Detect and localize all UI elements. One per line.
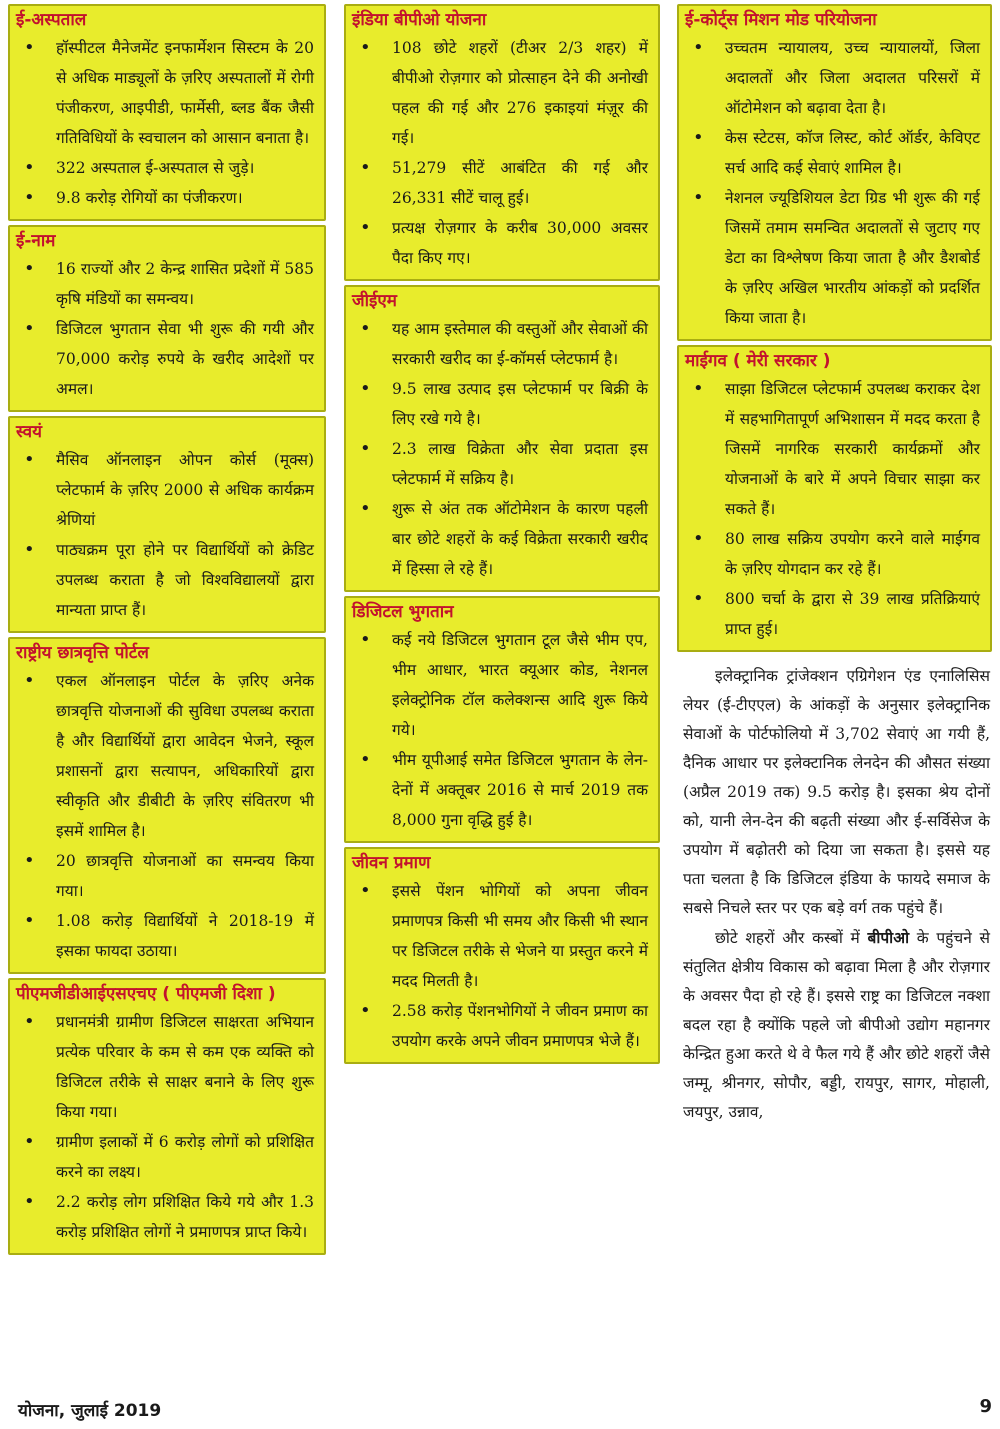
- column-middle: [344, 4, 660, 1068]
- box-mygov: [677, 345, 992, 652]
- bullet-item: • यह आम इस्तेमाल की वस्तुओं और सेवाओं की सरकारी खरीद का ई-कॉमर्स प्लेटफार्म है।: [354, 314, 648, 374]
- bullet-list: [687, 33, 980, 333]
- bullet-item: • डिजिटल भुगतान सेवा भी शुरू की गयी और 70,000 करोड़ रुपये के खरीद आदेशों पर अमल।: [18, 314, 314, 404]
- bullet-item: • 16 राज्यों और 2 केन्द्र शासित प्रदेशों में 585 कृषि मंडियों का समन्वय।: [18, 254, 314, 314]
- bullet-item: • 1.08 करोड़ विद्यार्थियों ने 2018-19 में इसका फायदा उठाया।: [18, 906, 314, 966]
- box-title: ई-कोर्ट्स मिशन मोड परियोजना: [685, 10, 877, 30]
- bullet-item: • शुरू से अंत तक ऑटोमेशन के कारण पहली बार छोटे शहरों के कई विक्रेता सरकारी खरीद में हिस्सा ले रहे हैं।: [354, 494, 648, 584]
- column-right: [677, 4, 992, 1127]
- bullet-item: • नेशनल ज्यूडिशियल डेटा ग्रिड भी शुरू की गई जिसमें तमाम समन्वित अदालतों से जुटाए गए डेटा का विश्लेषण किया जाता है और डैशबोर्ड के ज़रिए अखिल भारतीय आंकड़ों को प्रदर्शित किया जाता है।: [687, 183, 980, 333]
- bullet-item: • प्रधानमंत्री ग्रामीण डिजिटल साक्षरता अभियान प्रत्येक परिवार के कम से कम एक व्यक्ति को डिजिटल तरीके से साक्षर बनाने के लिए शुरू किया गया।: [18, 1007, 314, 1127]
- box-e-nam: [8, 225, 326, 412]
- bullet-item: • हॉस्पीटल मैनेजमेंट इनफार्मेशन सिस्टम के 20 से अधिक माड्यूलों के ज़रिए अस्पतालों में रोगी पंजीकरण, आइपीडी, फार्मेसी, ब्लड बैंक जैसी गतिविधियों के स्वचालन को आसान बनाता है।: [18, 33, 314, 153]
- box-jeevan-pramaan: [344, 847, 660, 1064]
- bullet-item: • केस स्टेटस, कॉज लिस्ट, कोर्ट ऑर्डर, केविएट सर्च आदि कई सेवाएं शामिल है।: [687, 123, 980, 183]
- bullet-item: • मैसिव ऑनलाइन ओपन कोर्स (मूक्स) प्लेटफार्म के ज़रिए 2000 से अधिक कार्यक्रम श्रेणियां: [18, 445, 314, 535]
- bullet-list: [354, 876, 648, 1056]
- box-title: जीवन प्रमाण: [352, 853, 431, 873]
- bullet-list: [354, 625, 648, 835]
- bullet-item: • प्रत्यक्ष रोज़गार के करीब 30,000 अवसर पैदा किए गए।: [354, 213, 648, 273]
- bullet-item: • 2.3 लाख विक्रेता और सेवा प्रदाता इस प्लेटफार्म में सक्रिय है।: [354, 434, 648, 494]
- box-e-hospital: [8, 4, 326, 221]
- bullet-item: • 9.8 करोड़ रोगियों का पंजीकरण।: [18, 183, 314, 213]
- box-scholarship-portal: [8, 637, 326, 974]
- bullet-item: • ग्रामीण इलाकों में 6 करोड़ लोगों को प्रशिक्षित करने का लक्ष्य।: [18, 1127, 314, 1187]
- bullet-list: [687, 374, 980, 644]
- bullet-item: • 322 अस्पताल ई-अस्पताल से जुड़े।: [18, 153, 314, 183]
- box-e-courts: [677, 4, 992, 341]
- bullet-item: • 108 छोटे शहरों (टीअर 2/3 शहर) में बीपीओ रोज़गार को प्रोत्साहन देने की अनोखी पहल की गई और 276 इकाइयां मंज़ूर की गई।: [354, 33, 648, 153]
- box-title: जीईएम: [352, 291, 397, 311]
- article-paragraph-1: इलेक्ट्रानिक ट्रांजेक्शन एग्रिगेशन एंड एनालिसिस लेयर (ई-टीएएल) के आंकड़ों के अनुसार इलेक्ट्रानिक सेवाओं के पोर्टफोलियो में 3,702 सेवाएं आ गयी हैं, दैनिक आधार पर इलेक्टानिक लेनदेन की औसत संख्या (अप्रैल 2019 तक) 9.5 करोड़ है। इसका श्रेय दोनों को, यानी लेन-देन की बढ़ती संख्या और ई-सर्विसेज के उपयोग में बढ़ोतरी को दिया जा सकता है। इससे यह पता चलता है कि डिजिटल इंडिया के फायदे समाज के सबसे निचले स्तर पर एक बड़े वर्ग तक पहुंचे हैं।: [683, 667, 990, 917]
- article-paragraph-2: [683, 923, 990, 1127]
- bullet-item: • भीम यूपीआई समेत डिजिटल भुगतान के लेन-देनों में अक्तूबर 2016 से मार्च 2019 तक 8,000 गुना वृद्धि हुई है।: [354, 745, 648, 835]
- bullet-item: • 2.58 करोड़ पेंशनभोगियों ने जीवन प्रमाण का उपयोग करके अपने जीवन प्रमाणपत्र भेजे हैं।: [354, 996, 648, 1056]
- box-title: राष्ट्रीय छात्रवृत्ति पोर्टल: [16, 643, 149, 663]
- box-pmg-disha: [8, 978, 326, 1255]
- bullet-item: • 20 छात्रवृत्ति योजनाओं का समन्वय किया गया।: [18, 846, 314, 906]
- box-gem: [344, 285, 660, 592]
- bullet-list: [18, 254, 314, 404]
- magazine-footer: योजना, जुलाई 2019: [18, 1401, 162, 1421]
- bullet-item: • इससे पेंशन भोगियों को अपना जीवन प्रमाणपत्र किसी भी समय और किसी भी स्थान पर डिजिटल तरीके से भेजने या प्रस्तुत करने में मदद मिलती है।: [354, 876, 648, 996]
- box-title: ई-नाम: [16, 231, 56, 251]
- box-title: डिजिटल भुगतान: [352, 602, 454, 622]
- bullet-item: • कई नये डिजिटल भुगतान टूल जैसे भीम एप, भीम आधार, भारत क्यूआर कोड, नेशनल इलेक्ट्रोनिक टॉल कलेक्शन्स आदि शुरू किये गये।: [354, 625, 648, 745]
- text-span: के पहुंचने से संतुलित क्षेत्रीय विकास को बढ़ावा मिला है और रोज़गार के अवसर पैदा हो रहे हैं। इससे राष्ट्र का डिजिटल नक्शा बदल रहा है क्योंकि पहले जो बीपीओ उद्योग महानगर केन्द्रित हुआ करते थे वे फैल गये हैं और छोटे शहरों जैसे जम्मू, श्रीनगर, सोपौर, बड्डी, रायपुर, सागर, मोहाली, जयपुर, उन्नाव,: [683, 929, 990, 1121]
- box-title: स्वयं: [16, 422, 42, 442]
- column-left: [8, 4, 326, 1259]
- box-title: पीएमजीडीआईएसएचए ( पीएमजी दिशा ): [16, 984, 276, 1004]
- box-digital-payment: [344, 596, 660, 843]
- box-swayam: [8, 416, 326, 633]
- page-number: 9: [979, 1396, 992, 1417]
- bullet-item: • पाठ्यक्रम पूरा होने पर विद्यार्थियों को क्रेडिट उपलब्ध कराता है जो विश्वविद्यालयों द्वारा मान्यता प्राप्त हैं।: [18, 535, 314, 625]
- text-span: छोटे शहरों और कस्बों में: [715, 929, 868, 947]
- bullet-item: • 9.5 लाख उत्पाद इस प्लेटफार्म पर बिक्री के लिए रखे गये है।: [354, 374, 648, 434]
- bold-term-bpo: बीपीओ: [867, 928, 910, 947]
- bullet-list: [18, 445, 314, 625]
- bullet-list: [18, 33, 314, 213]
- box-title: इंडिया बीपीओ योजना: [352, 10, 487, 30]
- bullet-item: • 2.2 करोड़ लोग प्रशिक्षित किये गये और 1.3 करोड़ प्रशिक्षित लोगों ने प्रमाणपत्र प्राप्त किये।: [18, 1187, 314, 1247]
- bullet-item: • 80 लाख सक्रिय उपयोग करने वाले माईगव के ज़रिए योगदान कर रहे हैं।: [687, 524, 980, 584]
- box-india-bpo: [344, 4, 660, 281]
- bullet-item: • उच्चतम न्यायालय, उच्च न्यायालयों, जिला अदालतों और जिला अदालत परिसरों में ऑटोमेशन को बढ़ावा देता है।: [687, 33, 980, 123]
- box-title: माईगव ( मेरी सरकार ): [685, 351, 831, 371]
- box-title: ई-अस्पताल: [16, 10, 87, 30]
- bullet-item: • एकल ऑनलाइन पोर्टल के ज़रिए अनेक छात्रवृत्ति योजनाओं की सुविधा उपलब्ध कराता है और विद्यार्थियों द्वारा आवेदन भेजने, स्कूल प्रशासनों द्वारा सत्यापन, अधिकारियों द्वारा स्वीकृति और डीबीटी के ज़रिए संवितरण भी इसमें शामिल है।: [18, 666, 314, 846]
- bullet-item: • 800 चर्चा के द्वारा से 39 लाख प्रतिक्रियाएं प्राप्त हुई।: [687, 584, 980, 644]
- bullet-list: [18, 666, 314, 966]
- bullet-item: • 51,279 सीटें आबंटित की गई और 26,331 सीटें चालू हुई।: [354, 153, 648, 213]
- bullet-list: [354, 33, 648, 273]
- article-body: [677, 656, 992, 1127]
- bullet-item: • साझा डिजिटल प्लेटफार्म उपलब्ध कराकर देश में सहभागितापूर्ण अभिशासन में मदद करता है जिसमें नागरिक सरकारी कार्यक्रमों और योजनाओं के बारे में अपने विचार साझा कर सकते हैं।: [687, 374, 980, 524]
- bullet-list: [354, 314, 648, 584]
- bullet-list: [18, 1007, 314, 1247]
